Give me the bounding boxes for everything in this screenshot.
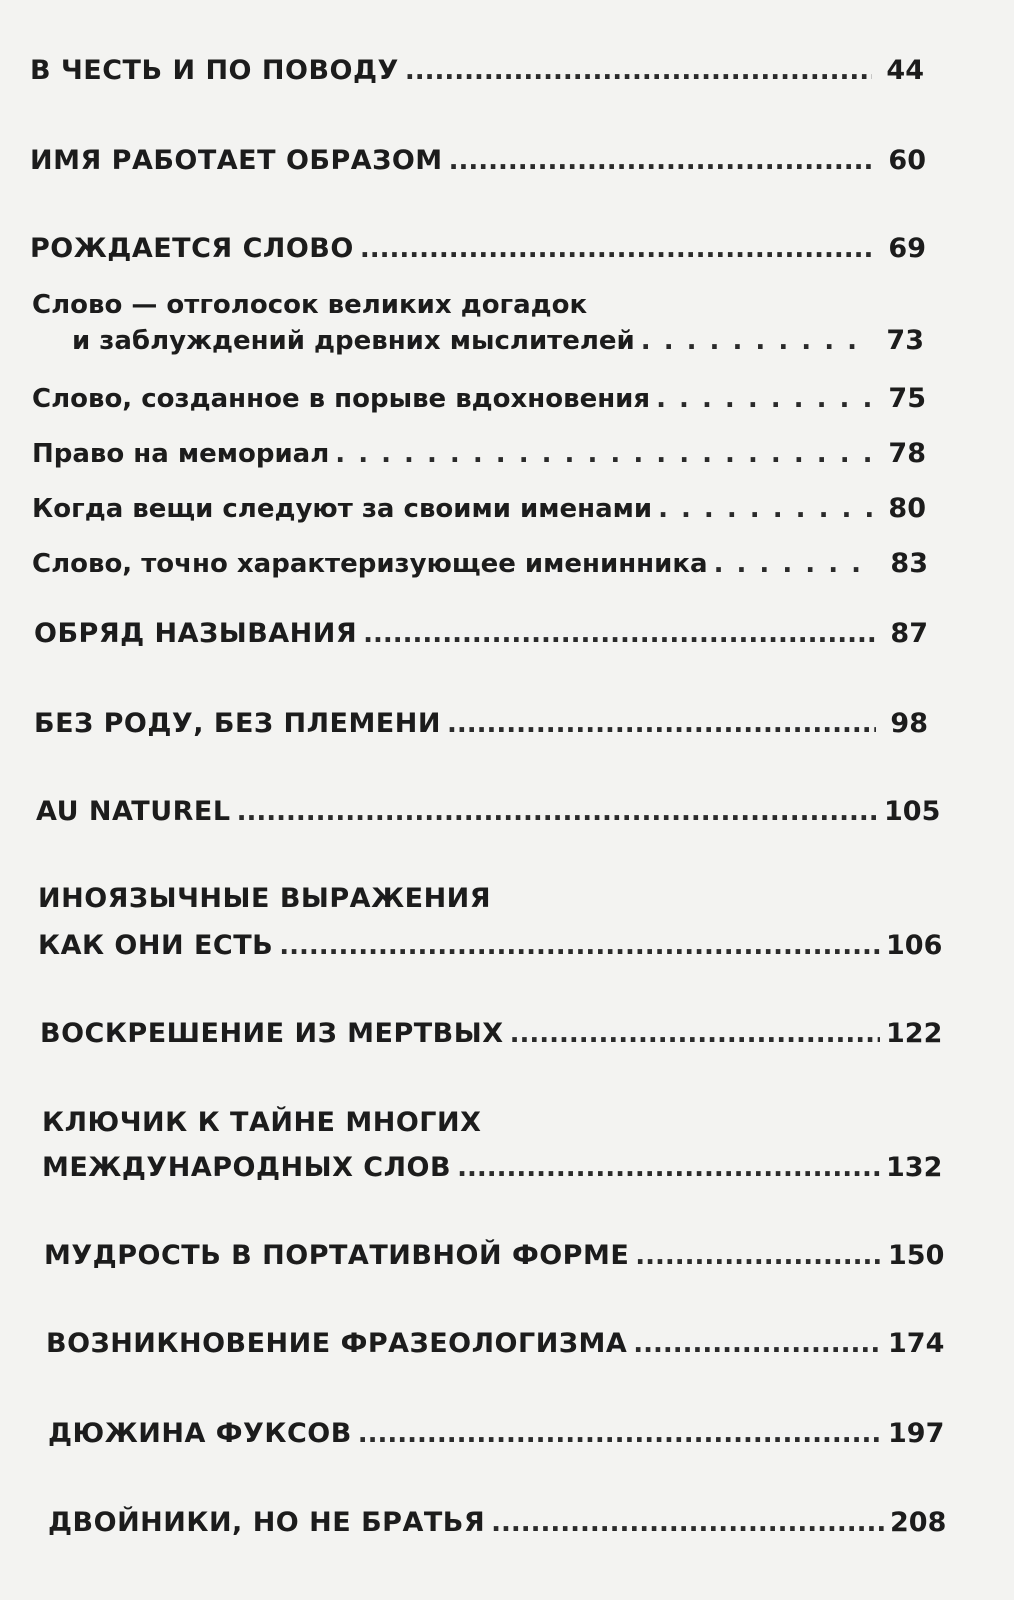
toc-entry-page: 106 (886, 930, 943, 961)
toc-entry-title: БЕЗ РОДУ, БЕЗ ПЛЕМЕНИ (34, 708, 441, 739)
toc-entry-page: 105 (884, 796, 941, 827)
toc-entry-page: 197 (888, 1418, 945, 1449)
toc-entry-page: 78 (888, 438, 926, 469)
toc-entry-title: Право на мемориал (32, 439, 330, 469)
toc-entry-page: 60 (888, 145, 926, 176)
dot-leader (510, 1019, 880, 1049)
toc-entry-page: 98 (890, 708, 928, 739)
dot-leader (658, 494, 874, 524)
toc-entry-page: 150 (888, 1240, 945, 1271)
toc-entry-title: Когда вещи следуют за своими именами (32, 494, 653, 524)
toc-entry-title-line1: ИНОЯЗЫЧНЫЕ ВЫРАЖЕНИЯ (38, 883, 492, 914)
dot-leader (279, 931, 880, 961)
toc-entry-title-line1: Слово — отголосок великих догадок (32, 290, 588, 320)
dot-leader (641, 326, 872, 356)
toc-entry-page: 132 (886, 1152, 943, 1183)
toc-entry-title: Слово, созданное в порыве вдохновения (32, 384, 651, 414)
dot-leader (237, 797, 878, 827)
toc-entry-title: В ЧЕСТЬ И ПО ПОВОДУ (30, 55, 399, 86)
dot-leader (358, 1419, 882, 1449)
dot-leader (447, 709, 876, 739)
toc-entry-page: 69 (888, 233, 926, 264)
toc-entry-title: ВОЗНИКНОВЕНИЕ ФРАЗЕОЛОГИЗМА (46, 1328, 628, 1359)
toc-entry-title: AU NATUREL (36, 796, 231, 827)
toc-entry-page: 208 (890, 1507, 947, 1538)
toc-entry-title: МУДРОСТЬ В ПОРТАТИВНОЙ ФОРМЕ (44, 1240, 630, 1271)
toc-entry-title: ДЮЖИНА ФУКСОВ (48, 1418, 352, 1449)
toc-entry-title: и заблуждений древних мыслителей (72, 326, 635, 356)
toc-entry-page: 75 (888, 383, 926, 414)
toc-entry-title: ВОСКРЕШЕНИЕ ИЗ МЕРТВЫХ (40, 1018, 504, 1049)
toc-entry-page: 44 (886, 55, 924, 86)
dot-leader (363, 619, 876, 649)
toc-entry-page: 83 (890, 548, 928, 579)
toc-entry-page: 80 (888, 493, 926, 524)
dot-leader (449, 146, 874, 176)
dot-leader (656, 384, 874, 414)
dot-leader (714, 549, 876, 579)
dot-leader (335, 439, 874, 469)
toc-entry-page: 73 (886, 325, 924, 356)
toc-entry-title-line1: КЛЮЧИК К ТАЙНЕ МНОГИХ (42, 1107, 482, 1138)
toc-entry-title: РОЖДАЕТСЯ СЛОВО (30, 233, 354, 264)
toc-entry-title: МЕЖДУНАРОДНЫХ СЛОВ (42, 1152, 452, 1183)
toc-entry-title: ДВОЙНИКИ, НО НЕ БРАТЬЯ (48, 1507, 486, 1538)
toc-entry-title: ИМЯ РАБОТАЕТ ОБРАЗОМ (30, 145, 443, 176)
toc-entry-page: 174 (888, 1328, 945, 1359)
dot-leader (633, 1329, 882, 1359)
toc-entry-title: ОБРЯД НАЗЫВАНИЯ (34, 618, 358, 649)
toc-entry-title: Слово, точно характеризующее именинника (32, 549, 708, 579)
dot-leader (405, 56, 872, 86)
dot-leader (457, 1153, 880, 1183)
toc-entry-title: КАК ОНИ ЕСТЬ (38, 930, 274, 961)
toc-entry-page: 87 (890, 618, 928, 649)
dot-leader (360, 234, 874, 264)
toc-entry-page: 122 (886, 1018, 943, 1049)
dot-leader (635, 1241, 882, 1271)
dot-leader (491, 1508, 884, 1538)
